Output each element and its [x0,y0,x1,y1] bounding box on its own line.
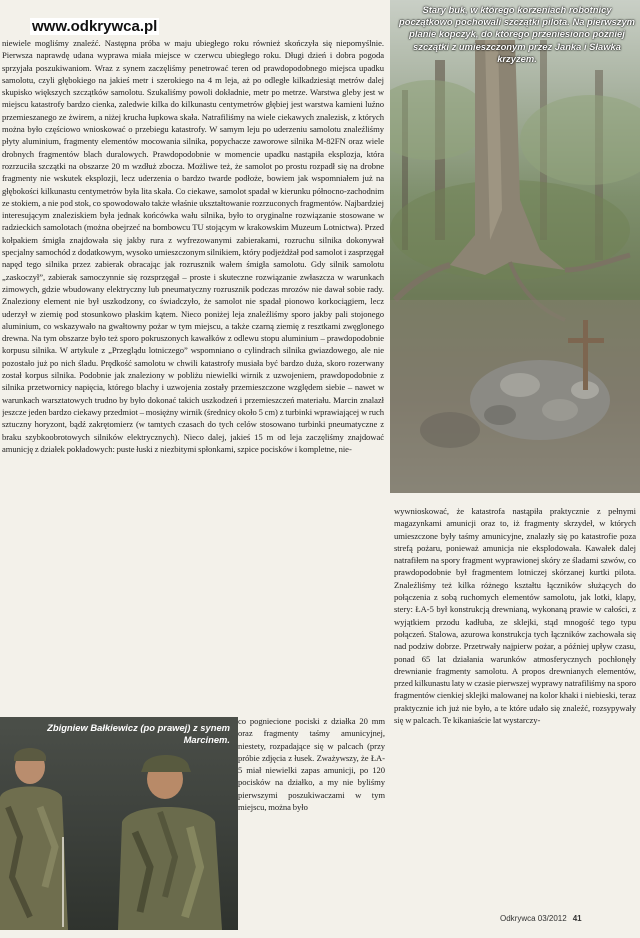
article-column-right: wywnioskować, że katastrofa nastąpiła praktycznie z pełnymi magazynkami amunicji oraz to, iż fragmenty skrzydeł, w których umieszczone były taśmy amunicyjne, znalazły się po katastrofie poza strefą pożaru, ponieważ amunicja nie eksplodowała. Kawałek dalej natrafiłem na spory fragment wyprawionej skóry ze śladami szwów, co prawdopodobnie był fragmentem lotniczej skórzanej kurtki pilota. Znaleźliśmy też kilka różnego kształtu łączników służących do połączenia z sobą ruchomych elementów samolotu, jak lotki, klapy, stery: ŁA-5 był konstrukcją drewnianą, wykonaną prawie w całości, z wyjątkiem przodu kadłuba, ze sklejki, stąd mnogość tego typu połączeń. Stalowa, azurowa konstrukcja tych łączników zachowała się nad podziw dobrze. Przetrwały najpierw pożar, a później upływ czasu, ponad 65 lat działania warunków atmosferycznych pochłonęły drewnianie fragmenty samolotu. A propos drewnianych elementów, przed kilkunastu laty w czasie pierwszej wyprawy natrafiliśmy na sporo fragmentów cienkiej sklejki malowanej na kolor khaki i niebieski, teraz praktycznie ich już nie było, a te które udało się znaleźć, rozsypywały się w palcach. Te kikaniaście lat wystarczy- [394,506,636,726]
page-footer [500,914,582,923]
page-number: 41 [572,914,582,923]
people-photo [0,717,238,930]
watermark-url: www.odkrywca.pl [32,18,158,35]
article-column-left: niewiele mogliśmy znaleźć. Następna próba w maju ubiegłego roku również skończyła się niepomyślnie. Pierwsza naprawdę udana wyprawa miała miejsce w czerwcu ubiegłego roku. Długi dzień i dobra pogoda sprzyjała poszukiwaniom. Wraz z synem zaczęliśmy penetrować teren od prawdopodobnego miejsca upadku samolotu, czyli głębokiego na jakieś metr i szerokiego na 4 m leja, aż po odległe kilkadziesiąt metrów dalej skupisko większych szczątków samolotu. Szukaliśmy powoli dokładnie, metr po metrze. Warstwa gleby jest w miejscu katastrofy bardzo cienka, zaledwie kilka do kilkunastu centymetrów głębiej jest warstwa kamieni luźno przemieszanego ze żwirem, a niżej krucha łupkowa skała. Natrafiliśmy na wiele ciekawych znalezisk, z których można było częściowo wnioskować o przebiegu katastrofy. W samym leju po uderzeniu samolotu znaleźliśmy płyty aluminium, fragmenty elementów mocowania silnika, popychacze zaworowe silnika M-82FN oraz wiele drobnych fragmentów blach duralowych. Prawdopodobnie w momencie upadku nastąpiła eksplozja, która rozrzuciła szczątki na obszarze 20 m wzdłuż zbocza. Możliwe też, że samolot po prostu rozpadł się na drobne fragmenty nie wskutek eksplozji, lecz uderzenia o bardzo twarde podłoże, bowiem jak wspomniałem już na głębokości kilkunastu centymetrów była lita skała. Co ciekawe, samolot spadał w kierunku północno-zachodnim ze stokiem, a nie pod stok, co spowodowało także właśnie ukształtowanie rozrzuconych fragmentów. Najbardziej interesującym znaleziskiem była jednak końcówka wału silnika, było to oryginalne rozwiązanie stosowane w radzieckich samolotach (można obejrzeć na bombowcu TU stojącym w krakowskim Muzeum Lotnictwa). Przed kołpakiem śmigła znajdowała się jakby rura z wyfrezowanymi zabierakami, rozruchu silnika dokonywał specjalny samochód z dodatkowym, wysoko umieszczonym silnikiem, który podjeżdżał pod samolot i zasprzęgał napęd tego silnika przez zabierak obracając jak rozrusznik wałem śmigła samolotu. Gdy silnik samolotu „zaskoczył”, zabierak samoczynnie się rozsprzęgał – proste i skuteczne rozwiązanie zwłaszcza w warunkach zimowych, gdzie wbudowany elektryczny lub pneumatyczny rozrusznik podczas mrozów nie dawał sobie rady. Znaleziony element nie był uszkodzony, co świadczyło, że samolot nie spadał pionowo korkociągiem, lecz uderzył w ziemię pod stosunkowo płaskim kątem. Nieco poniżej leja znaleźliśmy sporo jakby pali stojonego aluminium, co wskazywało na gwałtowny pożar w tym miejscu, a także czarną ziemię z resztkami zwęglonego drewna. Na tym obszarze było też sporo pokruszonych kawałków z odlewu stopu aluminium – prawdopodobnie korpusu silnika. W artykule z „Przeglądu lotniczego” wspomniano o cylindrach silnika gwiazdowego, ale nie pozostało już po nich śladu. Prędkość samolotu w chwili katastrofy musiała być bardzo duża, skoro rozerwany został korpus silnika. Podobnie jak znaleziony w pobliżu niewielki wirnik z uzwojeniem, prawdopodobnie z silnika przetwornicy napięcia, którego blachy i uzwojenia zostały przemieszczone względem siebie – nawet w warunkach warsztatowych trudno by było dokonać takich uszkodzeń i przemieszczeń materiału. Marcin znalazł jeszcze jeden bardzo ciekawy przedmiot – mosiężny wirnik (średnicy około 5 cm) z turbinki wprawiającej w ruch sztuczny horyzont, bądź zakrętomierz (w tamtych czasach do tych celów stosowano turbinki pneumatyczne z braku szybkoobrotowych silników elektrycznych). Nieco dalej, jakieś 15 m od leja zaczęliśmy znajdować amunicję z działek pokładowych: puste łuski z niezbitymi spłonkami, szpice pocisków i kompletne, nie- [2,38,384,454]
article-column-middle: co pogniecione pociski z działka 20 mm oraz fragmenty taśmy amunicyjnej, niestety, rozpadające się w palcach (przy próbie zdjęcia z łusek. Zważywszy, że ŁA-5 miał niewielki zapas amunicji, po 120 pocisków na działko, a my nie byliśmy pierwszymi poszukiwaczami w tym miejscu, można było [238,716,385,813]
people-photo-illustration [0,717,238,930]
forest-photo [390,0,640,493]
magazine-issue: Odkrywca 03/2012 [500,914,567,923]
forest-photo-illustration [390,0,640,493]
photo-caption-people: Zbigniew Bałkiewicz (po prawej) z synem Marcinem. [47,722,230,745]
photo-caption-top: Stary buk, w którego korzeniach robotnicy początkowo pochowali szczątki pilota. Na pierwszym planie kopczyk, do którego przeniesiono później szczątki z umieszczonym przez Janka i Sławka krzyżem. [399,4,635,64]
